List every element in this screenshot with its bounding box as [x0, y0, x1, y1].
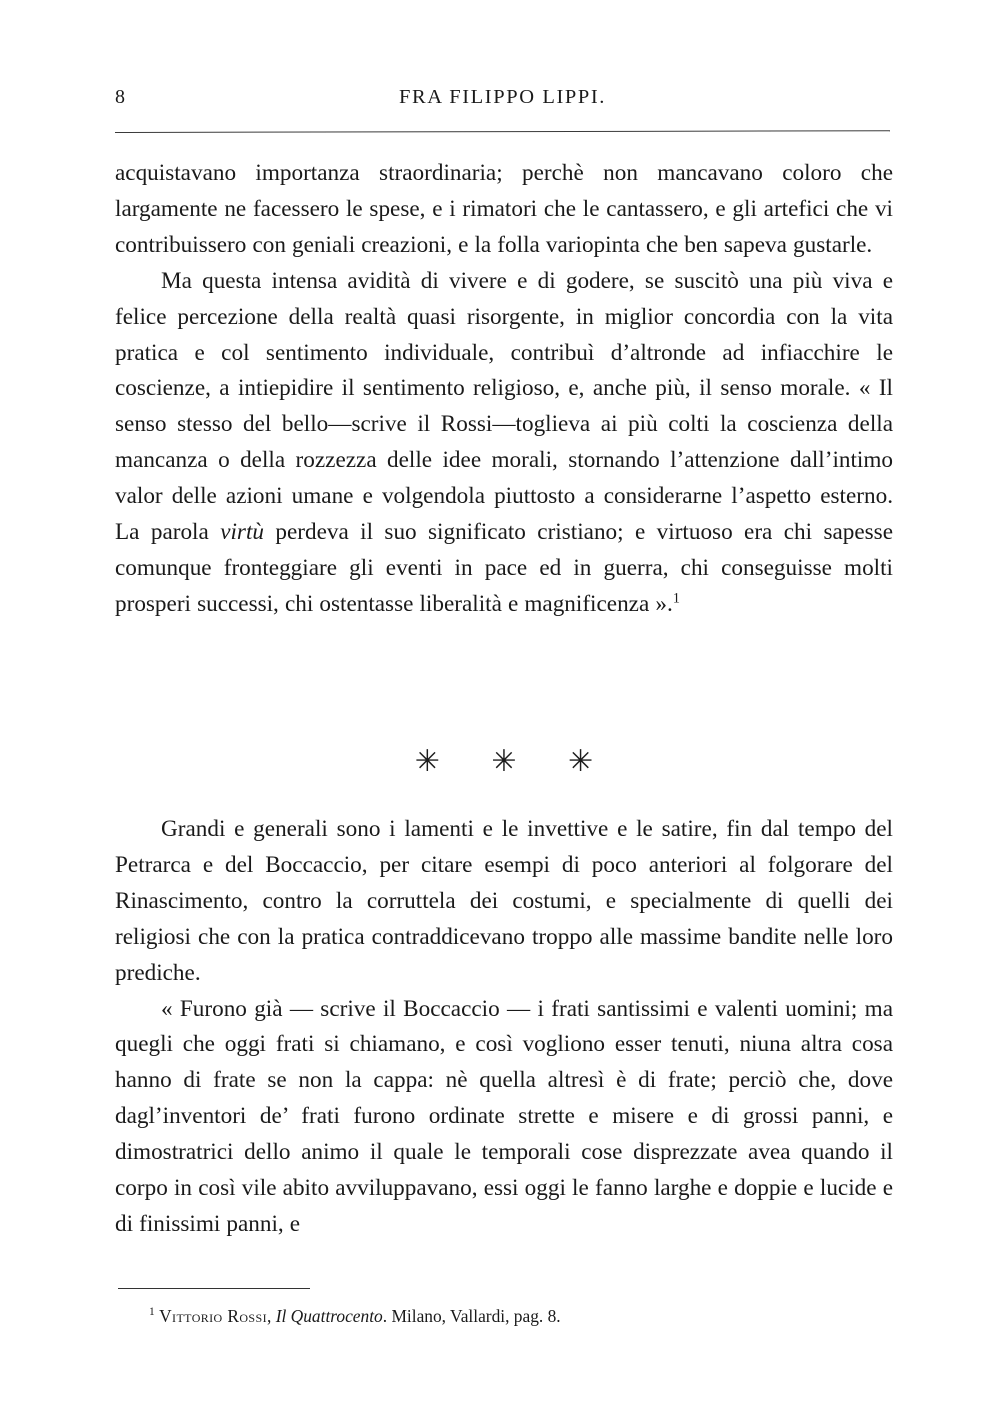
footnote-separator-rule — [118, 1288, 310, 1289]
running-head — [115, 82, 890, 116]
italic-term-virtu: virtù — [220, 519, 264, 546]
header-rule — [115, 130, 890, 133]
paragraph-text-after-italic: perdeva il suo significato cristiano; e virtuoso era chi sapesse comunque fronteggiare gli eventi in pace ed in guerra, chi conseguisse molti prosperi successi, chi ostentasse liberalità e magnificenza ». — [115, 519, 894, 617]
running-title: FRA FILIPPO LIPPI. — [398, 86, 607, 108]
body-text-lower — [115, 812, 893, 1243]
body-text-upper — [115, 156, 893, 623]
footnote-number: 1 — [149, 1306, 155, 1319]
paragraph-ma-questa — [115, 264, 893, 623]
footnote-author: Vittorio Rossi — [159, 1306, 267, 1326]
footnote-reference-marker: 1 — [672, 590, 680, 607]
footnote — [115, 1303, 893, 1329]
footnote-publication: . Milano, Vallardi, pag. 8. — [382, 1306, 561, 1326]
paragraph-continuation: acquistavano importanza straordinaria; perchè non mancavano coloro che largamente ne facessero le spese, e i rimatori che le cantassero, e gli artefici che vi contribuissero con geniali creazioni, e la folla variopinta che ben sapeva gustarle. — [115, 160, 893, 258]
footnote-separator: , — [266, 1306, 276, 1326]
footnote-work-title: Il Quattrocento — [275, 1306, 383, 1326]
paragraph-furono-gia: « Furono già — scrive il Boccaccio — i frati santissimi e valenti uomini; ma quegli che oggi frati si chiamano, e così vogliono esser tenuti, niuna altra cosa hanno di frate se non la cappa: nè quella altresì è di frate; perciò che, dove dagl’inventori de’ frati furono ordinate strette e misere e di grossi panni, e dimostratrici dello animo il quale le temporali cose disprezzate avea quando il corpo in così vile abito avviluppavano, essi oggi le fanno larghe e doppie e lucide e di finissimi panni, e — [115, 995, 893, 1237]
paragraph-grandi: Grandi e generali sono i lamenti e le invettive e le satire, fin dal tempo del Petrarca e del Boccaccio, per citare esempi di poco anteriori al folgorare del Rinascimento, contro la corruttela dei costumi, e specialmente di quelli dei religiosi che con la pratica contraddicevano troppo alle massime bandite nelle loro prediche. — [115, 816, 893, 986]
page-number: 8 — [115, 86, 126, 108]
asterism-divider: ✳ ✳ ✳ — [414, 745, 616, 778]
paragraph-text-before-italic: Ma questa intensa avidità di vivere e di godere, se suscitò una più viva e felice percezione della realtà quasi risorgente, in miglior concordia con la vita pratica e col sentimento individuale, contribuì d’altronde ad infiacchire le coscienze, a intiepidire il sentimento religioso, e, anche più, il senso morale. « Il senso stesso del bello—scrive il Rossi—toglieva ai più colti la coscienza della mancanza o della rozzezza delle idee morali, stornando l’attenzione dall’intimo valor delle azioni umane e volgendola piuttosto a considerarne l’aspetto esterno. La parola — [115, 267, 893, 546]
